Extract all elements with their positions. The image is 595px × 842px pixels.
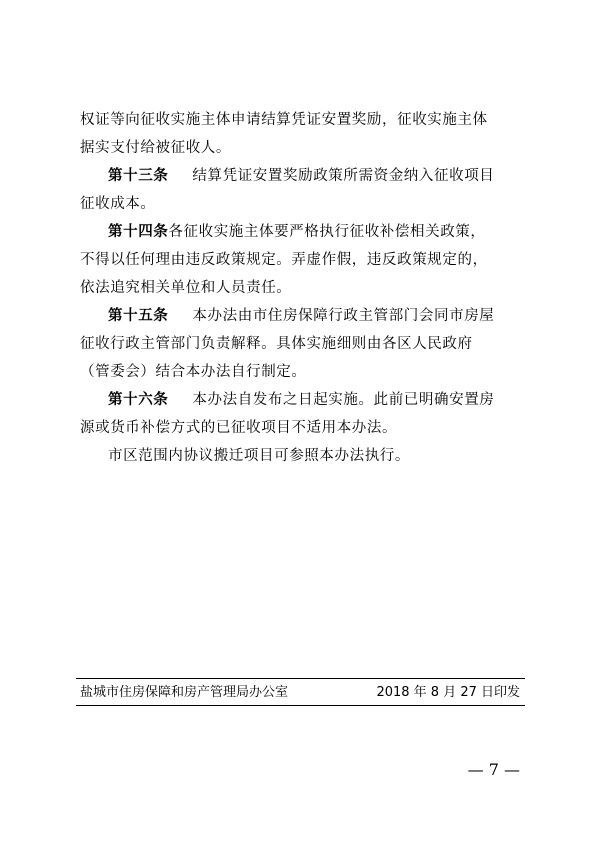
article15-text: 本办法由市住房保障行政主管部门会同市房屋	[192, 308, 495, 324]
article15-line2: 征收行政主管部门负责解释。具体实施细则由各区人民政府	[80, 336, 473, 352]
article14-line3: 依法追究相关单位和人员责任。	[80, 280, 292, 296]
footer-issuer: 盐城市住房保障和房产管理局办公室	[80, 685, 289, 700]
article16-label: 第十六条	[108, 391, 169, 408]
article12-line2: 据实支付给被征收人。	[80, 140, 231, 156]
article13-line1	[108, 166, 548, 186]
article16-text: 本办法自发布之日起实施。此前已明确安置房	[192, 392, 495, 408]
article13-line2: 征收成本。	[80, 196, 156, 212]
footer-bottom-rule	[76, 705, 525, 706]
article14-text: 各征收实施主体要严格执行征收补偿相关政策，	[168, 224, 486, 240]
footer-top-rule	[76, 678, 525, 679]
article15-line1	[108, 306, 548, 326]
article14-line1	[108, 222, 548, 242]
article14-label: 第十四条	[108, 223, 169, 240]
footer-date: 2018 年 8 月 27 日印发	[376, 685, 520, 700]
page-number: — 7 —	[467, 760, 520, 779]
article15-line3: （管委会）结合本办法自行制定。	[80, 364, 307, 380]
article12-line1: 权证等向征收实施主体申请结算凭证安置奖励，征收实施主体	[80, 112, 488, 128]
footer	[80, 684, 520, 702]
article16-line2: 源或货币补偿方式的已征收项目不适用本办法。	[80, 420, 398, 436]
article13-label: 第十三条	[108, 167, 169, 184]
article15-label: 第十五条	[108, 307, 169, 324]
article14-line2: 不得以任何理由违反政策规定。弄虚作假，违反政策规定的，	[80, 252, 488, 268]
article13-text: 结算凭证安置奖励政策所需资金纳入征收项目	[192, 168, 495, 184]
article16-line1	[108, 390, 548, 410]
closing-line: 市区范围内协议搬迁项目可参照本办法执行。	[108, 448, 410, 464]
